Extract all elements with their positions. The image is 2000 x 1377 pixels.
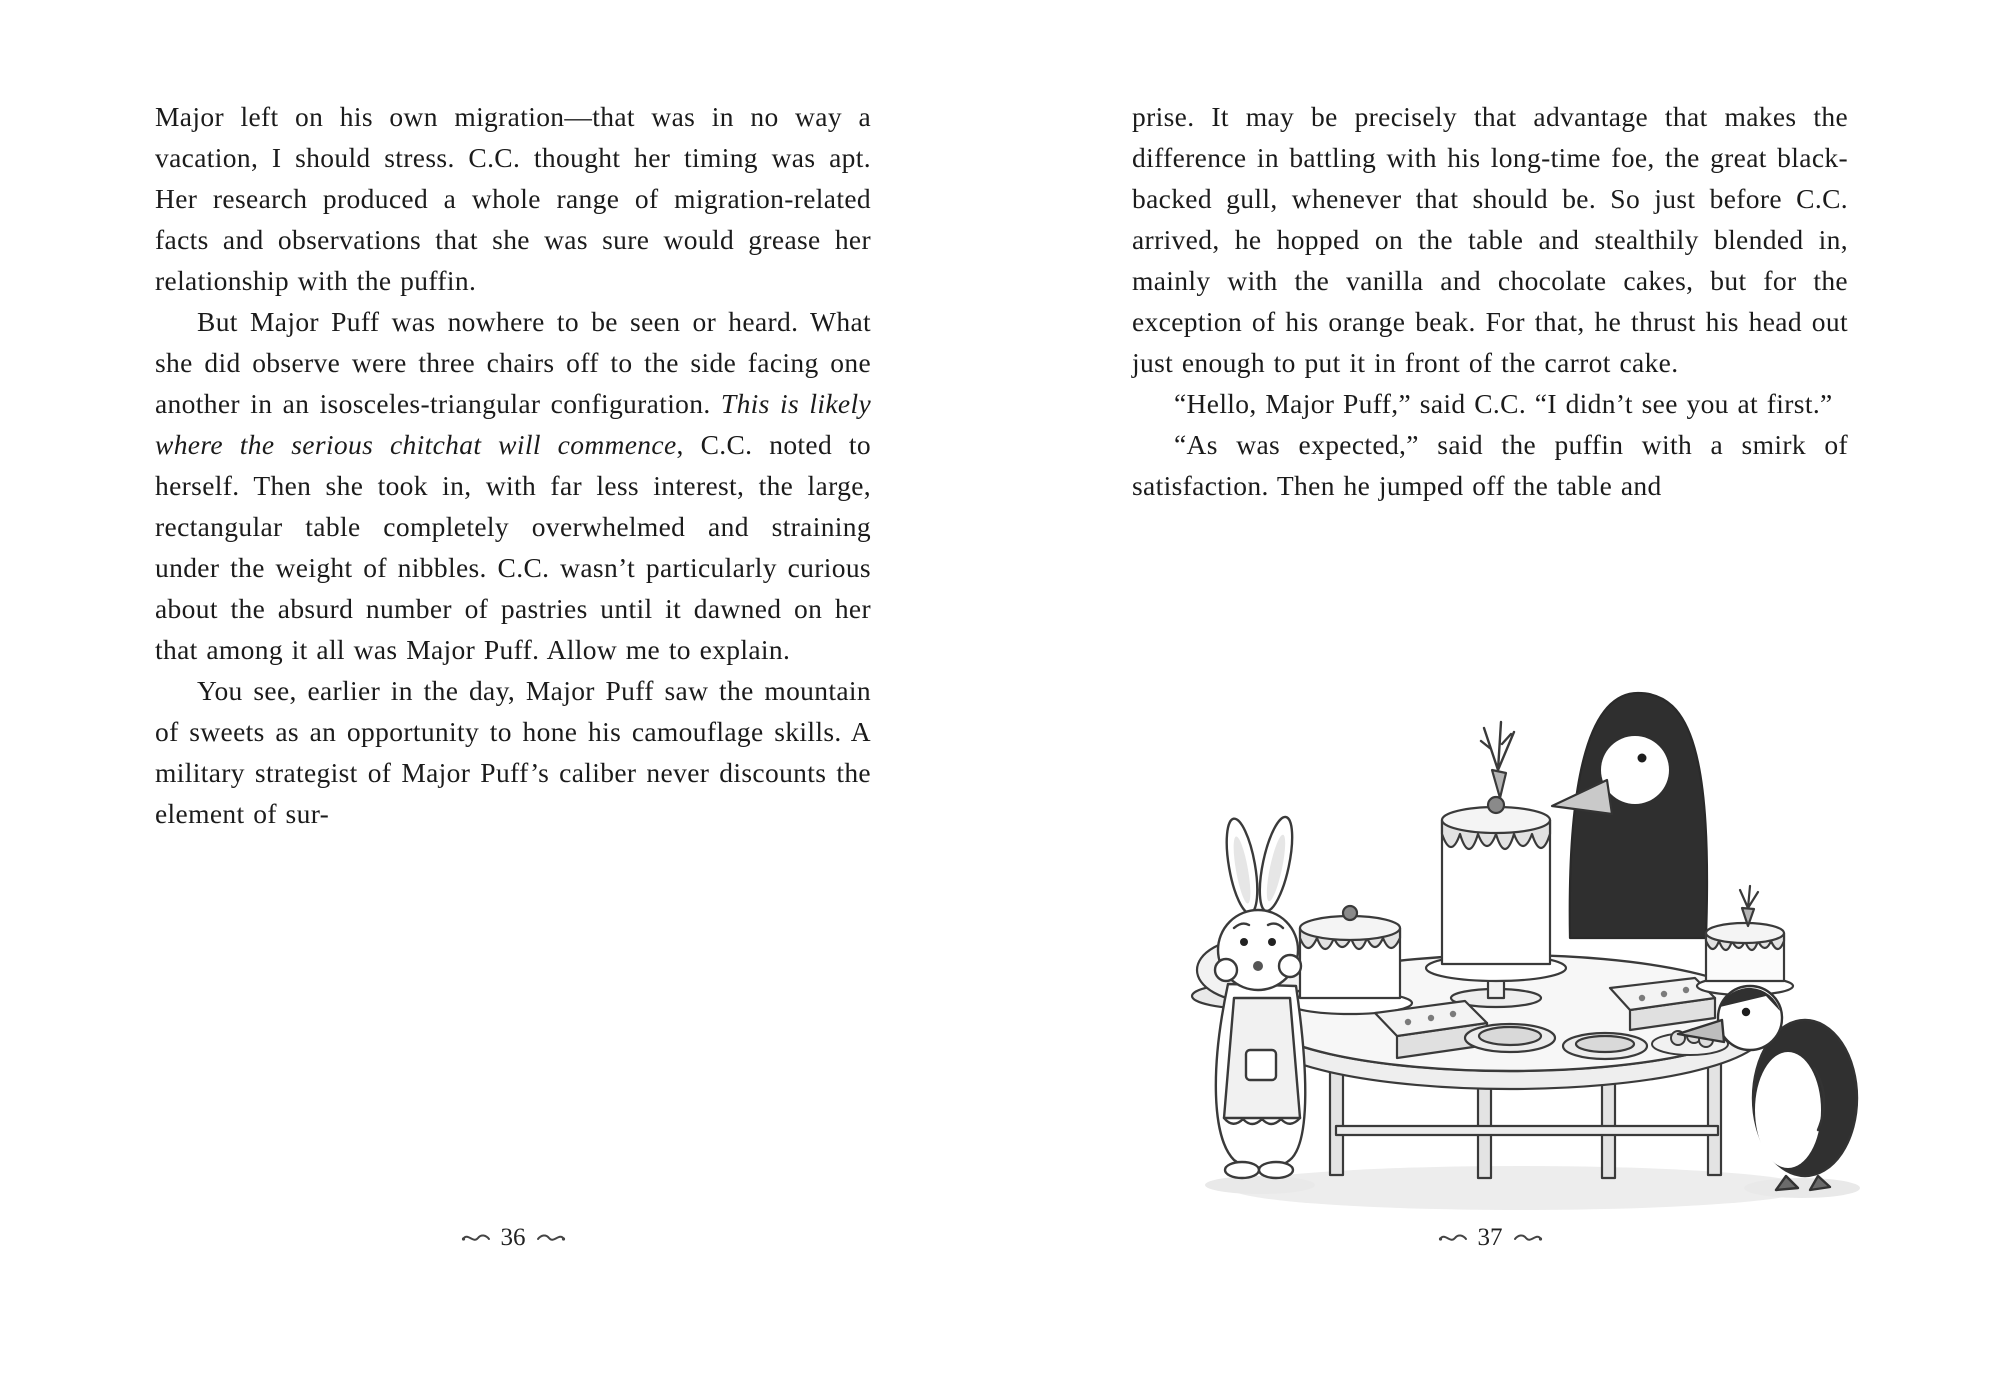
paragraph: Major left on his own migration—that was in no way a vacation, I should stress. C.C. thought her timing was apt. Her research produced a whole range of migration-related facts and observations that she was sure would grease her relationship with the puffin. bbox=[155, 101, 871, 296]
paragraph-segment: , C.C. noted to herself. Then she took in, with far less interest, the large, rectangular table completely overwhelmed and straining under the weight of nibbles. C.C. wasn’t particularly curious about the absurd number of pastries until it dawned on her that among it all was Major Puff. Allow me to explain. bbox=[155, 429, 871, 665]
rabbit-shadow bbox=[1205, 1176, 1315, 1194]
paragraph: You see, earlier in the day, Major Puff saw the mountain of sweets as an opportunity to hone his camouflage skills. A military strategist of Major Puff’s caliber never discounts the element of sur- bbox=[155, 675, 871, 829]
paragraph-segment: But Major Puff was nowhere to be seen or heard. What she did observe were three chairs off to the side facing one another in an isosceles-triangular configuration. bbox=[155, 306, 871, 419]
page-number: 37 bbox=[1477, 1224, 1503, 1251]
rabbit bbox=[1215, 814, 1305, 1178]
page-number: 36 bbox=[500, 1224, 526, 1251]
small-carrot-cake bbox=[1697, 886, 1793, 995]
pie-one bbox=[1465, 1024, 1555, 1052]
flourish-icon bbox=[1438, 1231, 1468, 1245]
left-page-text bbox=[155, 96, 871, 834]
paragraph-segment-italic: This is likely where the serious chitchat will commence bbox=[155, 388, 871, 460]
flourish-icon bbox=[461, 1231, 491, 1245]
layer-cake-left bbox=[1288, 906, 1412, 1014]
story-illustration bbox=[1150, 598, 1860, 1223]
paragraph: “As was expected,” said the puffin with a smirk of satisfaction. Then he jumped off the table and bbox=[1132, 429, 1848, 501]
table-shadow bbox=[1230, 1166, 1810, 1210]
carrot-cake-center bbox=[1426, 722, 1566, 1007]
puffin-shadow bbox=[1744, 1178, 1860, 1198]
flourish-icon bbox=[1513, 1231, 1543, 1245]
left-page-footer bbox=[155, 1224, 871, 1252]
paragraph: “Hello, Major Puff,” said C.C. “I didn’t see you at first.” bbox=[1174, 388, 1833, 419]
paragraph: prise. It may be precisely that advantage that makes the difference in battling with his long-time foe, the great black-backed gull, whenever that should be. So just before C.C. arrived, he hopped on the table and stealthily blended in, mainly with the vanilla and chocolate cakes, but for the exception of his orange beak. For that, he thrust his head out just enough to put it in front of the carrot cake. bbox=[1132, 101, 1848, 378]
flourish-icon bbox=[536, 1231, 566, 1245]
right-page-text bbox=[1132, 96, 1848, 506]
paragraph bbox=[155, 301, 871, 670]
pie-two bbox=[1563, 1033, 1647, 1059]
hiding-puffin-head bbox=[1552, 693, 1707, 938]
right-page-footer bbox=[1132, 1224, 1848, 1252]
